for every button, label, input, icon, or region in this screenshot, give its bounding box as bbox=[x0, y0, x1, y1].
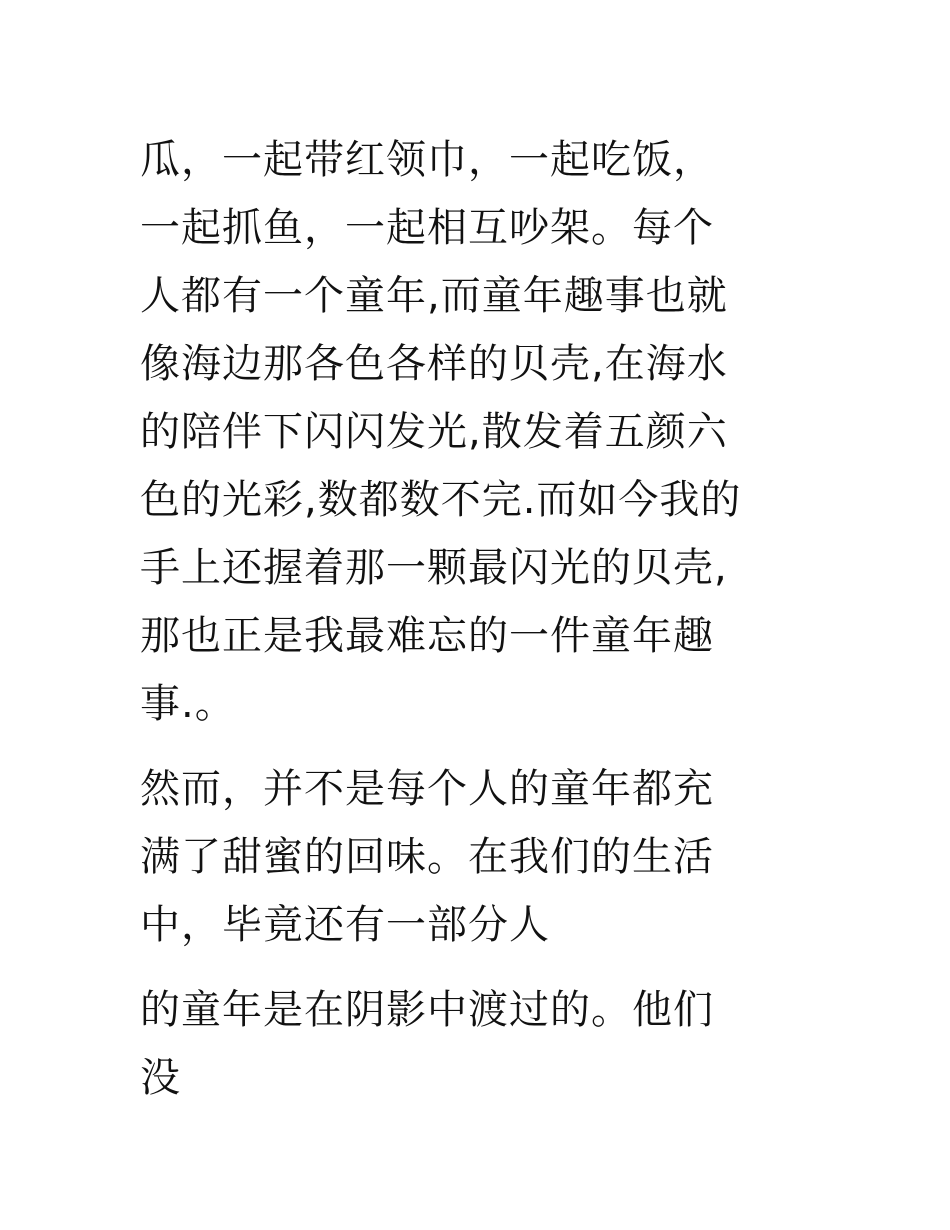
text-line: 满了甜蜜的回味。在我们的生活 bbox=[140, 834, 714, 880]
text-line: 的童年是在阴影中渡过的。他们 bbox=[140, 987, 714, 1033]
paragraph-1 bbox=[140, 126, 820, 738]
text-line: 瓜，一起带红领巾，一起吃饭， bbox=[140, 137, 714, 183]
text-line: 像海边那各色各样的贝壳,在海水 bbox=[140, 341, 728, 387]
text-line: 没 bbox=[140, 1055, 181, 1101]
text-line: 事.。 bbox=[140, 681, 236, 727]
text-line: 那也正是我最难忘的一件童年趣 bbox=[140, 613, 714, 659]
paragraph-2 bbox=[140, 755, 820, 959]
text-line: 人都有一个童年,而童年趣事也就 bbox=[140, 273, 728, 319]
text-line: 然而，并不是每个人的童年都充 bbox=[140, 766, 714, 812]
text-line: 的陪伴下闪闪发光,散发着五颜六 bbox=[140, 409, 728, 455]
text-line: 色的光彩,数都数不完.而如今我的 bbox=[140, 477, 742, 523]
paragraph-3 bbox=[140, 976, 820, 1112]
text-line: 一起抓鱼，一起相互吵架。每个 bbox=[140, 205, 714, 251]
text-line: 手上还握着那一颗最闪光的贝壳, bbox=[140, 545, 728, 591]
text-line: 中，毕竟还有一部分人 bbox=[140, 902, 550, 948]
